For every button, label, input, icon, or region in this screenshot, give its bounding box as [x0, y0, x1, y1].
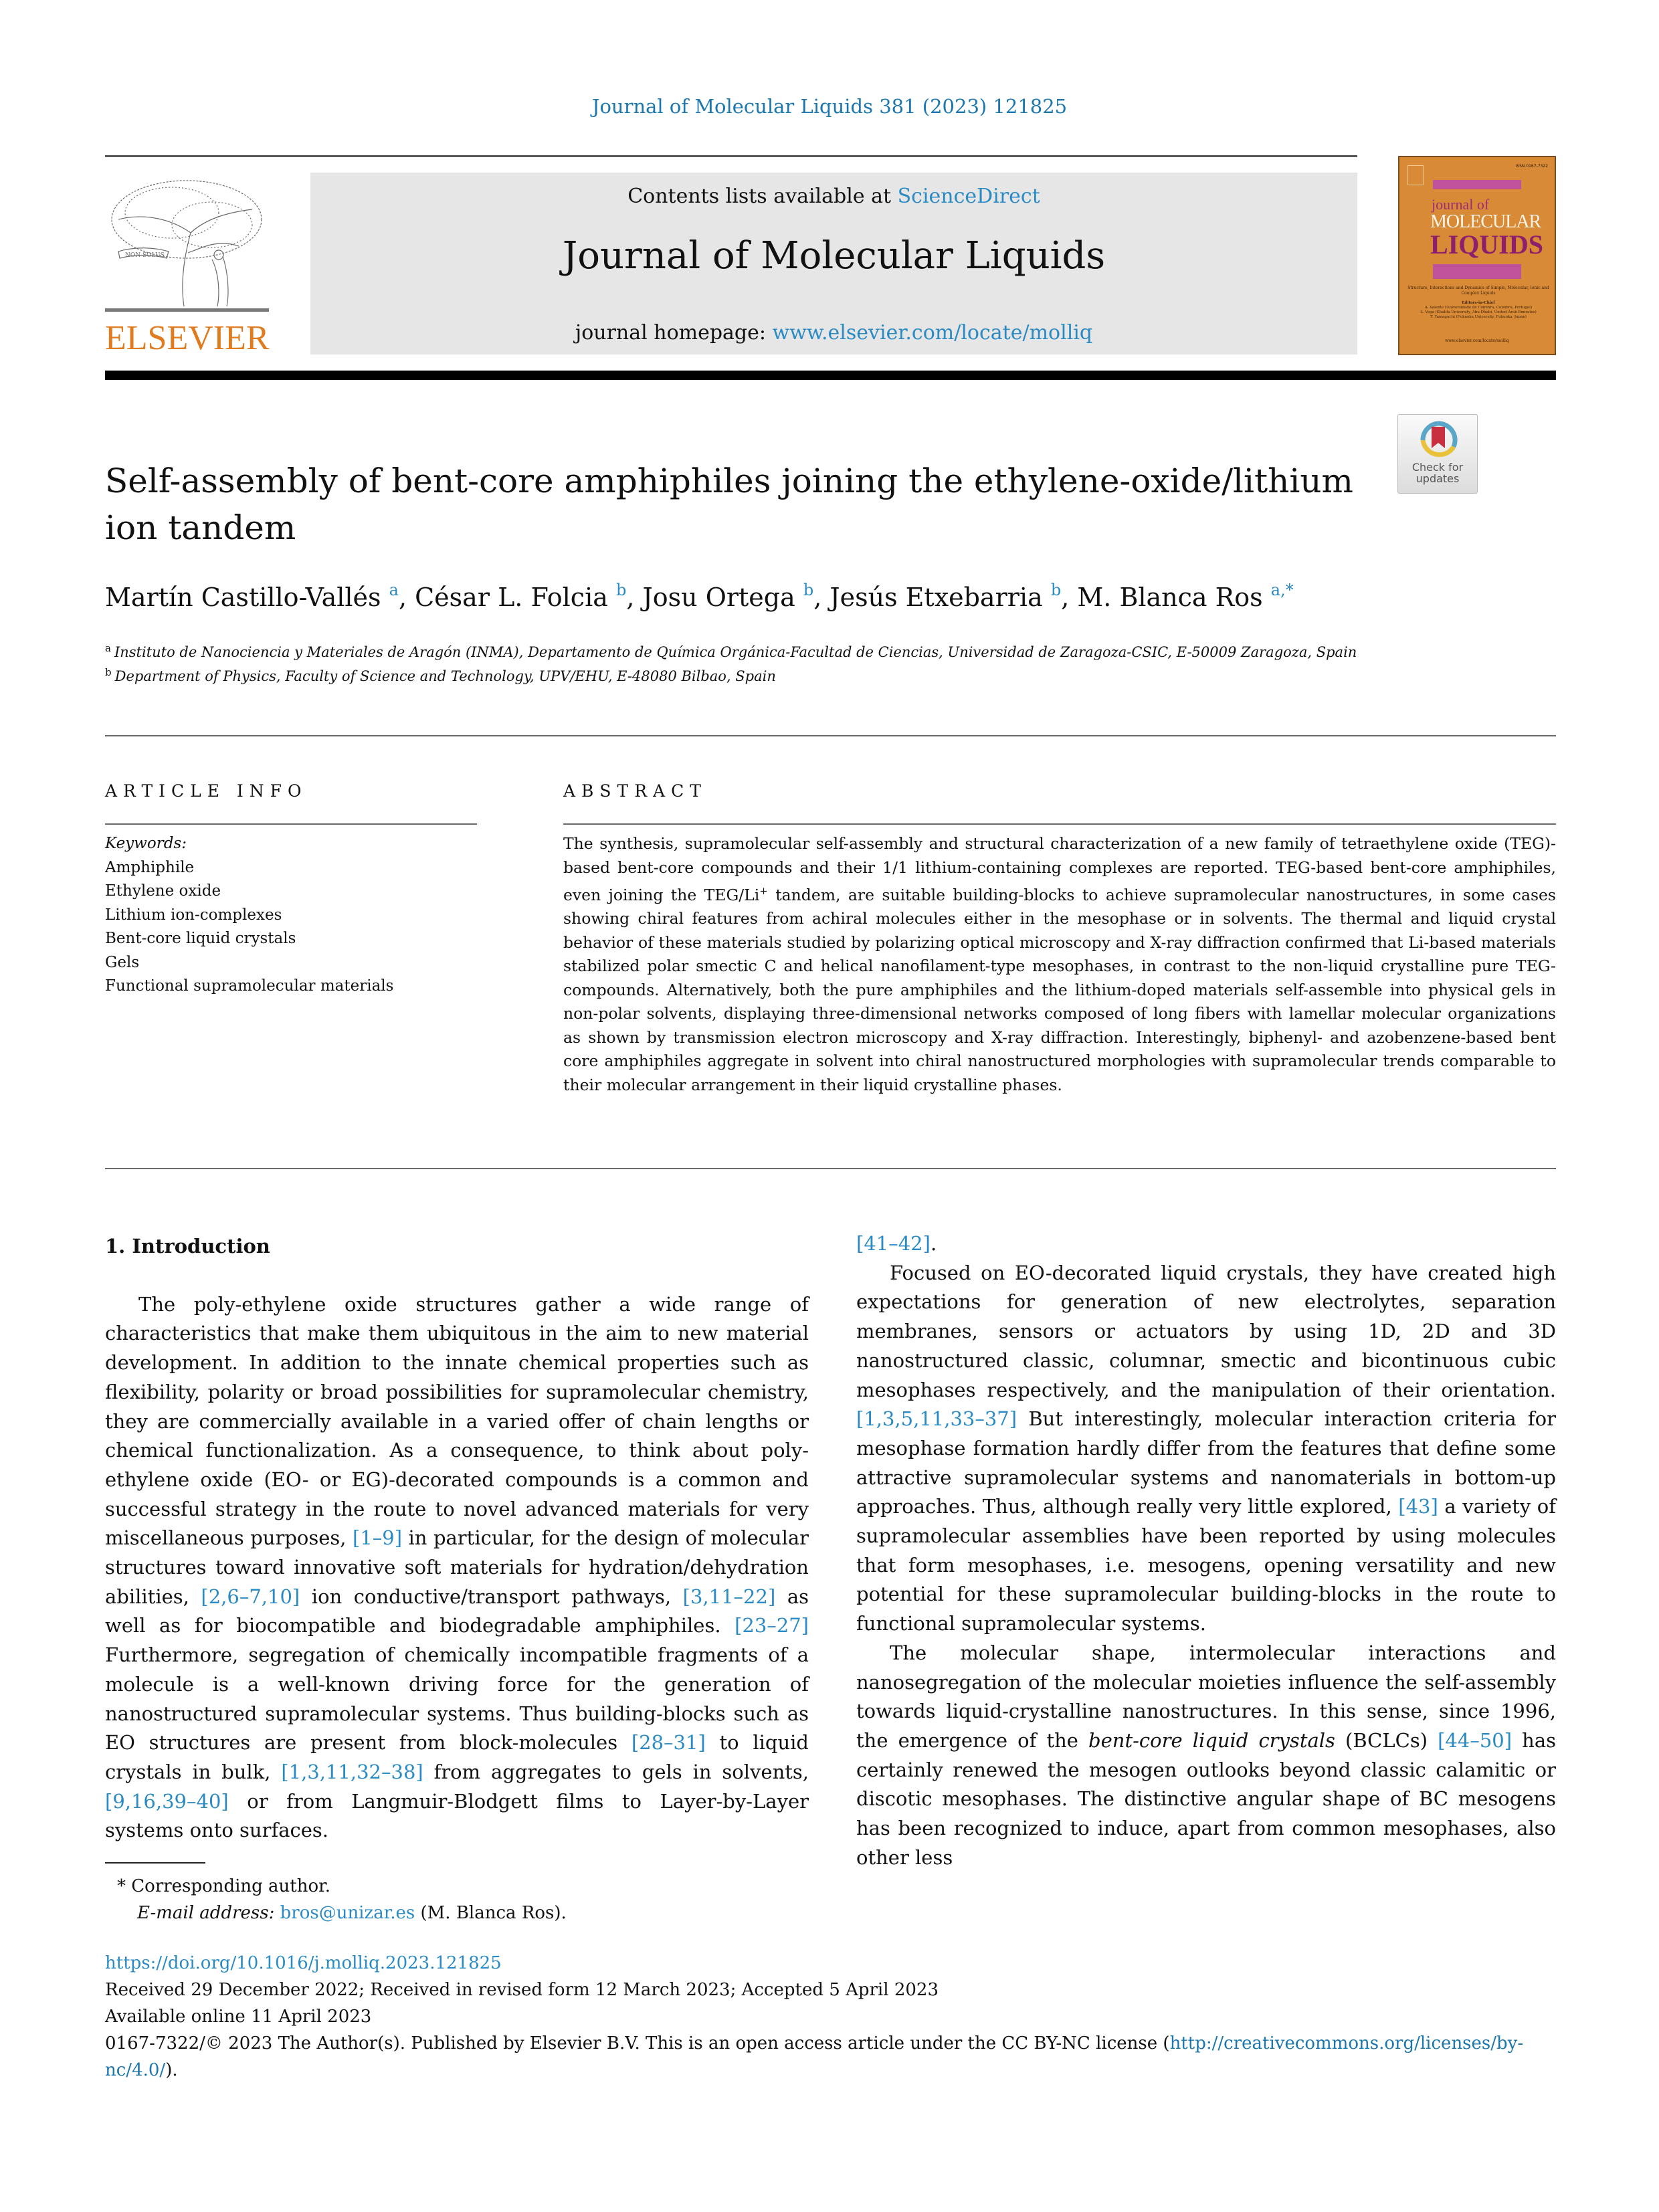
abstract-text-part: The synthesis, supramolecular self-assembly and structural characterization of a new family of tetraethylene oxide (TEG)-based bent-core compounds and their 1/1 lithium-containing complexes are reported. TEG-based bent-core amphiphiles, even joining the TEG/Li [563, 834, 1556, 904]
body-column-right [856, 1229, 1556, 1872]
cover-title-line2: MOLECULAR [1430, 211, 1541, 232]
corresponding-author-note [117, 1873, 987, 1900]
article-info-heading: ARTICLE INFO [105, 781, 308, 801]
keywords-list [105, 832, 480, 999]
paragraph: Focused on EO-decorated liquid crystals, they have created high expectations for generation of new electrolytes, separation membranes, sensors or actuators by using 1D, 2D and 3D nanostructured classic, columnar, smectic and bicontinuous cubic mesophases respectively, and the manipulation of their orientation. [1,3,5,11,33–37] But interestingly, molecular interaction criteria for mesophase formation hardly differ from the features that define some attractive supramolecular systems and nanomaterials in bottom-up approaches. Thus, although really very little explored, [43] a variety of supramolecular assemblies have been reported by using molecules that form mesophases, i.e. mesogens, opening versatility and new potential for these supramolecular building-blocks in the route to functional supramolecular systems. [856, 1261, 1556, 1635]
citation-link[interactable]: [9,16,39–40] [105, 1789, 229, 1813]
affiliation-key: b [105, 666, 112, 678]
affiliation-text: Department of Physics, Faculty of Science and Technology, UPV/EHU, E-48080 Bilbao, Spain [114, 668, 776, 684]
email-owner: (M. Blanca Ros). [420, 1903, 567, 1923]
header-black-bar [105, 371, 1556, 380]
citation-link[interactable]: [2,6–7,10] [201, 1585, 300, 1608]
keyword: Amphiphile [105, 858, 195, 876]
author-name[interactable]: Martín Castillo-Vallés [105, 583, 381, 612]
author-affiliation-marker[interactable]: a,* [1270, 581, 1294, 599]
email-label: E-mail address: [137, 1903, 275, 1923]
author-name[interactable]: César L. Folcia [415, 583, 608, 612]
cover-editor: T. Yamaguchi (Fukuoka University, Fukuoka, Japan) [1430, 315, 1527, 319]
article-history: Received 29 December 2022; Received in revised form 12 March 2023; Accepted 5 April 2023 [105, 1980, 939, 2000]
copyright-line [105, 2030, 1563, 2084]
author-affiliation-marker[interactable]: b [615, 581, 627, 599]
header-rule [105, 155, 1357, 157]
cover-bar-top [1433, 180, 1521, 189]
affiliation-key: a [105, 642, 111, 654]
email-line [117, 1900, 987, 1926]
cover-editor: L. Vega (Khalifa University, Abu Dhabi, United Arab Emirates) [1420, 310, 1537, 314]
author-name[interactable]: M. Blanca Ros [1077, 583, 1263, 612]
journal-cover-image[interactable] [1398, 156, 1556, 355]
footnote-rule [105, 1862, 205, 1864]
available-online: Available online 11 April 2023 [105, 2007, 372, 2027]
keyword: Ethylene oxide [105, 882, 221, 900]
affiliation-a [105, 640, 1416, 664]
citation-link[interactable]: [43] [1398, 1495, 1438, 1518]
cover-issn: ISSN 0167-7322 [1515, 164, 1548, 169]
divider [105, 735, 1556, 736]
footnote [117, 1873, 987, 1926]
divider [563, 823, 1556, 825]
author-name[interactable]: Josu Ortega [642, 583, 795, 612]
affiliations [105, 640, 1416, 688]
svg-text:NON SOLUS: NON SOLUS [125, 252, 165, 259]
section-title: 1. Introduction [105, 1235, 270, 1258]
sciencedirect-link[interactable]: ScienceDirect [897, 185, 1040, 208]
cover-editors [1406, 301, 1551, 320]
elsevier-logo[interactable] [105, 173, 269, 357]
divider [105, 1168, 1556, 1169]
keyword: Bent-core liquid crystals [105, 930, 296, 947]
divider [105, 823, 477, 825]
journal-homepage-link[interactable]: www.elsevier.com/locate/molliq [772, 321, 1093, 344]
cover-bar-bottom [1433, 264, 1521, 279]
cover-elsevier-logo-icon [1407, 165, 1424, 185]
article-footer [105, 1950, 1563, 2084]
cover-editor: A. Valente (Universidade de Coimbra, Coimbra, Portugal) [1424, 306, 1533, 310]
affiliation-b [105, 664, 1416, 688]
elsevier-tree-icon [105, 173, 269, 314]
email-link[interactable]: bros@unizar.es [280, 1903, 415, 1923]
citation-link[interactable]: [1–9] [353, 1526, 403, 1550]
check-updates-line1: Check for [1411, 461, 1464, 474]
citation-link[interactable]: [1,3,5,11,33–37] [856, 1407, 1017, 1431]
elsevier-wordmark: ELSEVIER [105, 319, 270, 357]
cover-subtitle: Structure, Interactions and Dynamics of Simple, Molecular, Ionic and Complex Liquids [1407, 286, 1549, 296]
abstract-text [563, 832, 1556, 1097]
citation-link[interactable]: [28–31] [631, 1731, 706, 1754]
author-affiliation-marker[interactable]: b [1050, 581, 1062, 599]
cover-title-line3: LIQUIDS [1430, 229, 1543, 260]
paragraph-continuation: [41–42]. [856, 1232, 937, 1255]
homepage-prefix: journal homepage: [575, 321, 773, 344]
citation-link[interactable]: [3,11–22] [682, 1585, 776, 1608]
superscript: + [759, 885, 768, 897]
author-list: Martín Castillo-Vallés $^a$, César L. Folcia $^b$, Josu Ortega $^b$, Jesús Etxebarria $^b$, M. Blanca Ros $^{a,*}$ [105, 581, 1294, 612]
citation-link[interactable]: [44–50] [1438, 1728, 1512, 1752]
body-column-left [105, 1232, 809, 1845]
author-affiliation-marker[interactable]: a [389, 581, 399, 599]
citation-link[interactable]: [1,3,11,32–38] [281, 1760, 423, 1783]
abstract-text-part: tandem, are suitable building-blocks to achieve supramolecular nanostructures, in some cases showing chiral features from achiral molecules either in the mesophase or in solvents. The thermal and liquid crystal behavior of these materials studied by polarizing optical microscopy and X-ray diffraction confirmed that Li-based materials stabilized polar smectic C and helical nanofilament-type mesophases, in contrast to the non-liquid crystalline pure TEG-compounds. Alternatively, both the pure amphiphiles and the lithium-doped materials self-assemble into physical gels in non-polar solvents, displaying three-dimensional networks composed of long fibers with lamellar molecular organizations as shown by transmission electron microscopy and X-ray diffraction. Interestingly, biphenyl- and azobenzene-based bent core amphiphiles aggregate in solvent into chiral nanostructured morphologies with supramolecular trends comparable to their molecular arrangement in their liquid crystalline phases. [563, 885, 1556, 1094]
affiliation-text: Instituto de Nanociencia y Materiales de Aragón (INMA), Departamento de Química Orgánica-Facultad de Ciencias, Universidad de Zaragoza-CSIC, E-50009 Zaragoza, Spain [114, 644, 1357, 660]
crossmark-icon [1418, 420, 1458, 460]
keyword: Functional supramolecular materials [105, 977, 394, 995]
copyright-suffix: ). [165, 2060, 178, 2080]
journal-header-band [310, 173, 1357, 355]
paragraph: The poly-ethylene oxide structures gather a wide range of characteristics that make them ubiquitous in the aim to new material development. In addition to the innate chemical properties such as flexibility, polarity or broad possibilities for supramolecular chemistry, they are commercially available in a varied offer of chain lengths or chemical functionalization. As a consequence, to think about poly-ethylene oxide (EO- or EG)-decorated compounds is a common and successful strategy in the route to novel advanced materials for very miscellaneous purposes, [1–9] in particular, for the design of molecular structures toward innovative soft materials for hydration/dehydration abilities, [2,6–7,10] ion conductive/transport pathways, [3,11–22] as well as for biocompatible and biodegradable amphiphiles. [23–27] Furthermore, segregation of chemically incompatible fragments of a molecule is a well-known driving force for the generation of nanostructured supramolecular systems. Thus building-blocks such as EO structures are present from block-molecules [28–31] to liquid crystals in bulk, [1,3,11,32–38] from aggregates to gels in solvents, [9,16,39–40] or from Langmuir-Blodgett films to Layer-by-Layer systems onto surfaces. [105, 1292, 809, 1842]
citation-link[interactable]: [41–42] [856, 1232, 931, 1255]
license-link[interactable]: http://creativecommons.org/licenses/by-nc/4.0/ [105, 2033, 1524, 2080]
keyword: Lithium ion-complexes [105, 906, 282, 924]
keywords-label: Keywords: [105, 835, 187, 852]
homepage-line [310, 321, 1357, 344]
cover-editors-heading: Editors-in-Chief [1462, 301, 1495, 305]
emphasis: bent-core liquid crystals [1088, 1728, 1335, 1752]
cover-url: www.elsevier.com/locate/molliq [1445, 338, 1509, 343]
journal-name: Journal of Molecular Liquids [562, 234, 1106, 278]
doi-link[interactable]: https://doi.org/10.1016/j.molliq.2023.121825 [105, 1953, 502, 1973]
corresponding-author-text: Corresponding author. [131, 1876, 330, 1896]
contents-prefix: Contents lists available at [627, 185, 898, 208]
check-for-updates-button[interactable] [1397, 414, 1478, 494]
footnote-marker: * [117, 1876, 126, 1896]
paragraph: The molecular shape, intermolecular interactions and nanosegregation of the molecular moieties influence the self-assembly towards liquid-crystalline nanostructures. In this sense, since 1996, the emergence of the bent-core liquid crystals (BCLCs) [44–50] has certainly renewed the mesogen outlooks beyond classic calamitic or discotic mesophases. The distinctive angular shape of BC mesogens has been recognized to induce, apart from common mesophases, also other less [856, 1641, 1556, 1869]
copyright-text: 0167-7322/© 2023 The Author(s). Published by Elsevier B.V. This is an open access article under the CC BY-NC license ( [105, 2033, 1170, 2053]
article-title: Self-assembly of bent-core amphiphiles joining the ethylene-oxide/lithium ion tandem [105, 462, 1353, 547]
journal-reference-link[interactable]: Journal of Molecular Liquids 381 (2023) 121825 [591, 95, 1068, 118]
check-for-updates-label [1398, 462, 1477, 484]
keyword: Gels [105, 953, 140, 971]
cover-title-line1: journal of [1432, 196, 1490, 213]
citation-link[interactable]: [23–27] [735, 1614, 809, 1637]
author-name[interactable]: Jesús Etxebarria [830, 583, 1043, 612]
author-affiliation-marker[interactable]: b [803, 581, 814, 599]
contents-line [310, 185, 1357, 208]
check-updates-line2: updates [1416, 472, 1460, 485]
abstract-heading: ABSTRACT [563, 781, 707, 801]
